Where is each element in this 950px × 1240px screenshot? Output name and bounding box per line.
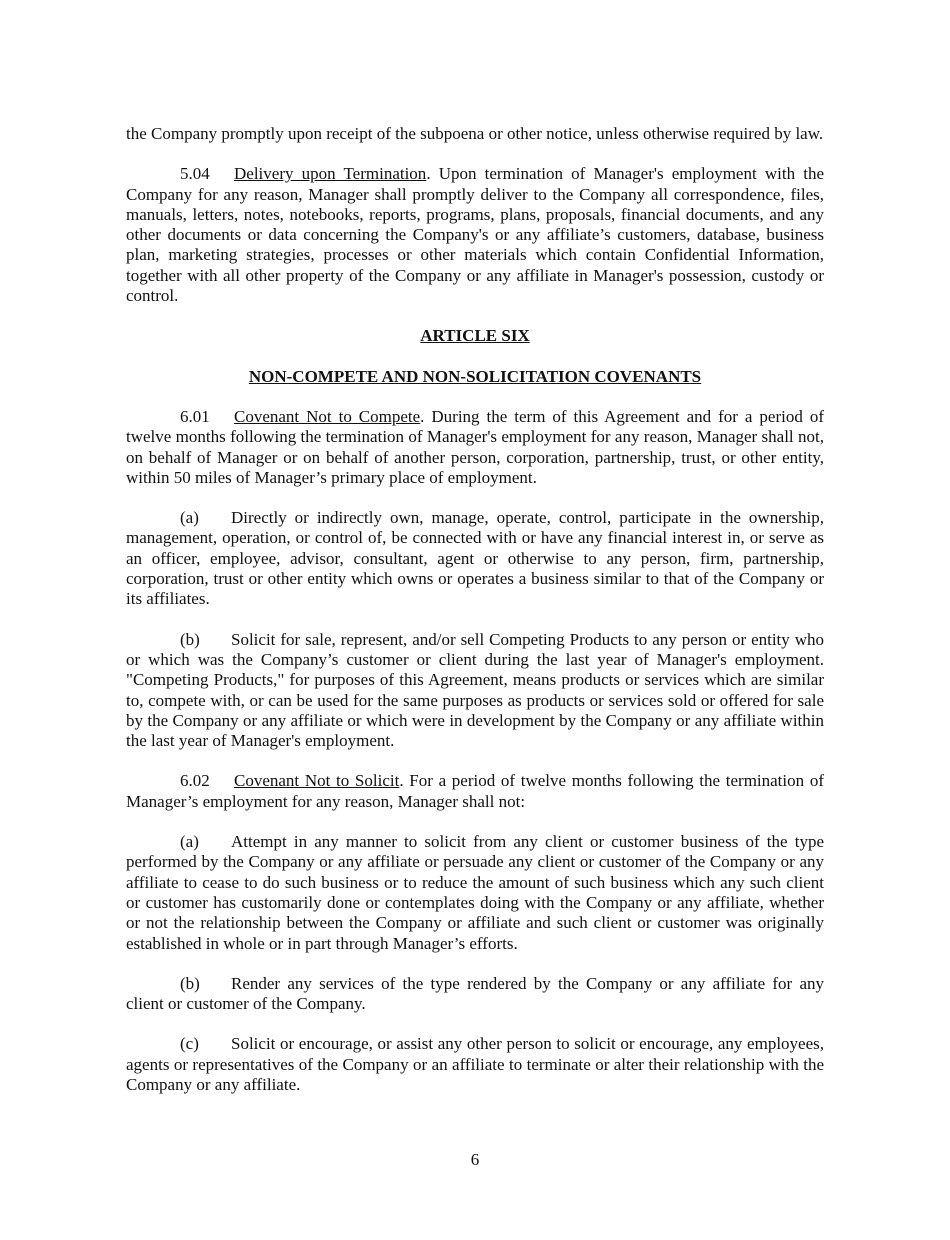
section-body: . For a period of twelve months following the termination of Manager’s employment for any reason, Manager shall not: (126, 771, 824, 811)
section-title: Covenant Not to Solicit (234, 771, 400, 791)
clause-label: (b) (180, 973, 200, 993)
clause-text: Render any services of the type rendered by the Company or any affiliate for any client or customer of the Company. (126, 973, 824, 1014)
section-6-01 (126, 407, 824, 488)
clause-label: (c) (180, 1034, 199, 1054)
article-subheading: NON-COMPETE AND NON-SOLICITATION COVENANTS (248, 366, 702, 386)
section-number: 6.02 (180, 771, 210, 791)
continuation-paragraph: the Company promptly upon receipt of the subpoena or other notice, unless otherwise required by law. (126, 124, 824, 143)
section-body: . During the term of this Agreement and for a period of twelve months following the termination of Manager's employment for any reason, Manager shall not, on behalf of Manager or on behalf of another person, corporation, partnership, trust, or other entity, within 50 miles of Manager’s primary place of employment. (126, 406, 824, 487)
clause-text: Attempt in any manner to solicit from any client or customer business of the type performed by the Company or any affiliate or persuade any client or customer of the Company or any affiliate to cease to do such business or to reduce the amount of such business which any such client or customer has customarily done or contemplates doing with the Company or any affiliate, whether or not the relationship between the Company or affiliate and such client or customer was originally established in whole or in part through Manager’s efforts. (126, 832, 824, 953)
clause-label: (a) (180, 832, 199, 852)
section-5-04 (126, 164, 824, 306)
clause-text: Directly or indirectly own, manage, operate, control, participate in the ownership, management, operation, or control of, be connected with or have any financial interest in, or serve as an officer, employee, advisor, consultant, agent or otherwise to any person, firm, partnership, corporation, trust or other entity which owns or operates a business similar to that of the Company or its affiliates. (126, 508, 824, 609)
clause-6-02-a (126, 832, 824, 954)
clause-6-02-c (126, 1034, 824, 1095)
section-body: . Upon termination of Manager's employment with the Company for any reason, Manager shall promptly deliver to the Company all correspondence, files, manuals, letters, notes, notebooks, reports, programs, plans, proposals, financial documents, and any other documents or data concerning the Company's or any affiliate’s customers, database, business plan, marketing strategies, processes or other materials which contain Confidential Information, together with all other property of the Company or any affiliate in Manager's possession, custody or control. (126, 164, 824, 306)
clause-label: (a) (180, 508, 199, 528)
section-number: 6.01 (180, 406, 210, 426)
clause-6-02-b (126, 974, 824, 1015)
article-heading: ARTICLE SIX (420, 326, 530, 346)
clause-6-01-a (126, 508, 824, 609)
section-6-02 (126, 771, 824, 812)
clause-6-01-b (126, 630, 824, 752)
clause-label: (b) (180, 629, 200, 649)
page-number: 6 (470, 1150, 480, 1169)
section-number: 5.04 (180, 164, 210, 184)
clause-text: Solicit for sale, represent, and/or sell Competing Products to any person or entity who or which was the Company’s customer or client during the last year of Manager's employment. "Competing Products," for purposes of this Agreement, means products or services which are similar to, compete with, or can be used for the same purposes as products or services sold or offered for sale by the Company or any affiliate or which were in development by the Company or any affiliate within the last year of Manager's employment. (126, 629, 824, 751)
clause-text: Solicit or encourage, or assist any other person to solicit or encourage, any employees, agents or representatives of the Company or an affiliate to terminate or alter their relationship with the Company or any affiliate. (126, 1034, 824, 1094)
document-page (126, 124, 824, 1115)
section-title: Delivery upon Termination (234, 164, 427, 184)
section-title: Covenant Not to Compete (234, 406, 421, 426)
